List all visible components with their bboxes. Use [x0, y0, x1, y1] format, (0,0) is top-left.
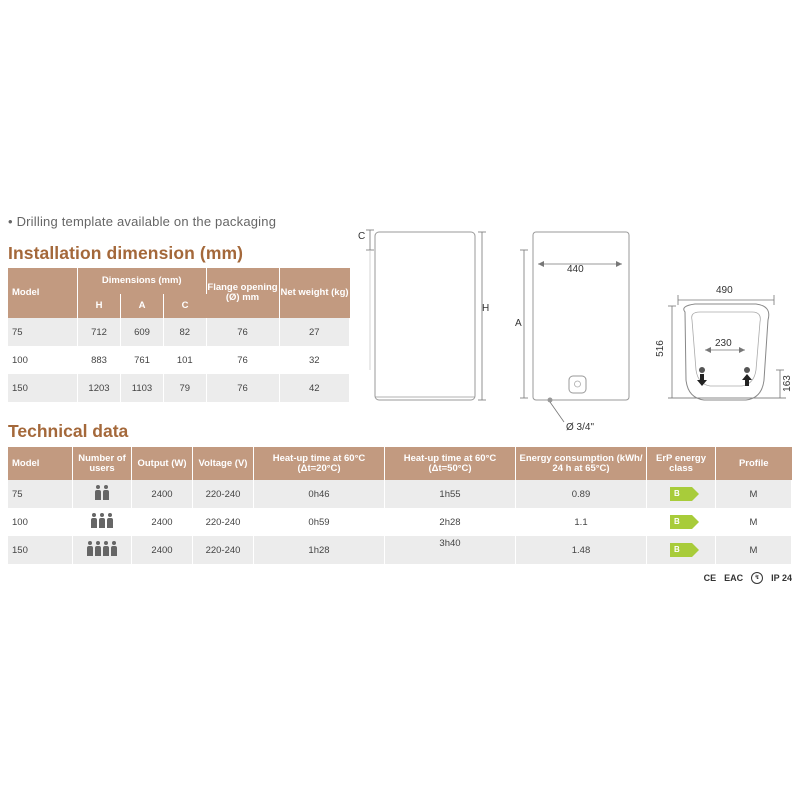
dimension-drawings [350, 220, 800, 440]
certifications [704, 572, 792, 584]
user-icon [95, 541, 101, 556]
erp-class-badge: B [670, 515, 692, 529]
top-bottom-label: 163 [781, 375, 793, 392]
table-row: 150 2400 220-240 1h28 3h40 1.48 B M [8, 536, 792, 564]
pipe-label: Ø 3/4" [566, 422, 595, 433]
erp-class-badge: B [670, 543, 692, 557]
technical-title: Technical data [8, 421, 129, 441]
ce-mark: CE [703, 573, 717, 583]
col-model: Model [8, 447, 73, 480]
users-icons [73, 480, 132, 508]
user-icon [87, 541, 93, 556]
col-dimensions: Dimensions (mm) [78, 268, 207, 294]
side-a-label: A [515, 318, 522, 329]
col-model: Model [8, 268, 78, 318]
ip-rating: IP 24 [771, 573, 792, 583]
col-heat-20: Heat-up time at 60°C (Δt=20°C) [254, 447, 385, 480]
user-icon [95, 485, 101, 500]
installation-table [8, 268, 350, 402]
front-view-drawing [366, 230, 486, 400]
technical-table [8, 447, 792, 564]
users-icons [73, 536, 132, 564]
front-c-label: C [358, 231, 366, 242]
table-row: 100 883 761 101 76 32 [8, 346, 350, 374]
side-view-drawing [520, 232, 629, 422]
table-row: 75 2400 220-240 0h46 1h55 0.89 B M [8, 480, 792, 508]
top-inner-label: 230 [715, 338, 732, 349]
user-icon [103, 541, 109, 556]
table-row: 75 712 609 82 76 27 [8, 318, 350, 346]
safety-icon: ↯ [751, 572, 763, 584]
side-width-label: 440 [567, 264, 584, 275]
col-weight: Net weight (kg) [279, 268, 350, 318]
col-c: C [164, 294, 207, 318]
col-h: H [78, 294, 121, 318]
user-icon [111, 541, 117, 556]
col-heat-50: Heat-up time at 60°C (Δt=50°C) [385, 447, 516, 480]
col-flange: Flange opening (Ø) mm [206, 268, 279, 318]
table-row: 150 1203 1103 79 76 42 [8, 374, 350, 402]
drilling-note: • Drilling template available on the packaging [8, 214, 277, 229]
col-users: Number of users [73, 447, 132, 480]
top-depth-label: 516 [654, 340, 666, 357]
user-icon [103, 485, 109, 500]
col-a: A [121, 294, 164, 318]
users-icons [73, 508, 132, 536]
user-icon [107, 513, 113, 528]
eac-mark: EAC [724, 573, 744, 583]
installation-title: Installation dimension (mm) [8, 243, 244, 263]
col-output: Output (W) [132, 447, 193, 480]
col-profile: Profile [716, 447, 792, 480]
col-voltage: Voltage (V) [193, 447, 254, 480]
user-icon [91, 513, 97, 528]
col-energy: Energy consumption (kWh/ 24 h at 65°C) [516, 447, 647, 480]
front-h-label: H [482, 303, 490, 314]
table-row: 100 2400 220-240 0h59 2h28 1.1 B M [8, 508, 792, 536]
erp-class-badge: B [670, 487, 692, 501]
top-width-label: 490 [716, 285, 733, 296]
user-icon [99, 513, 105, 528]
col-erp: ErP energy class [647, 447, 716, 480]
